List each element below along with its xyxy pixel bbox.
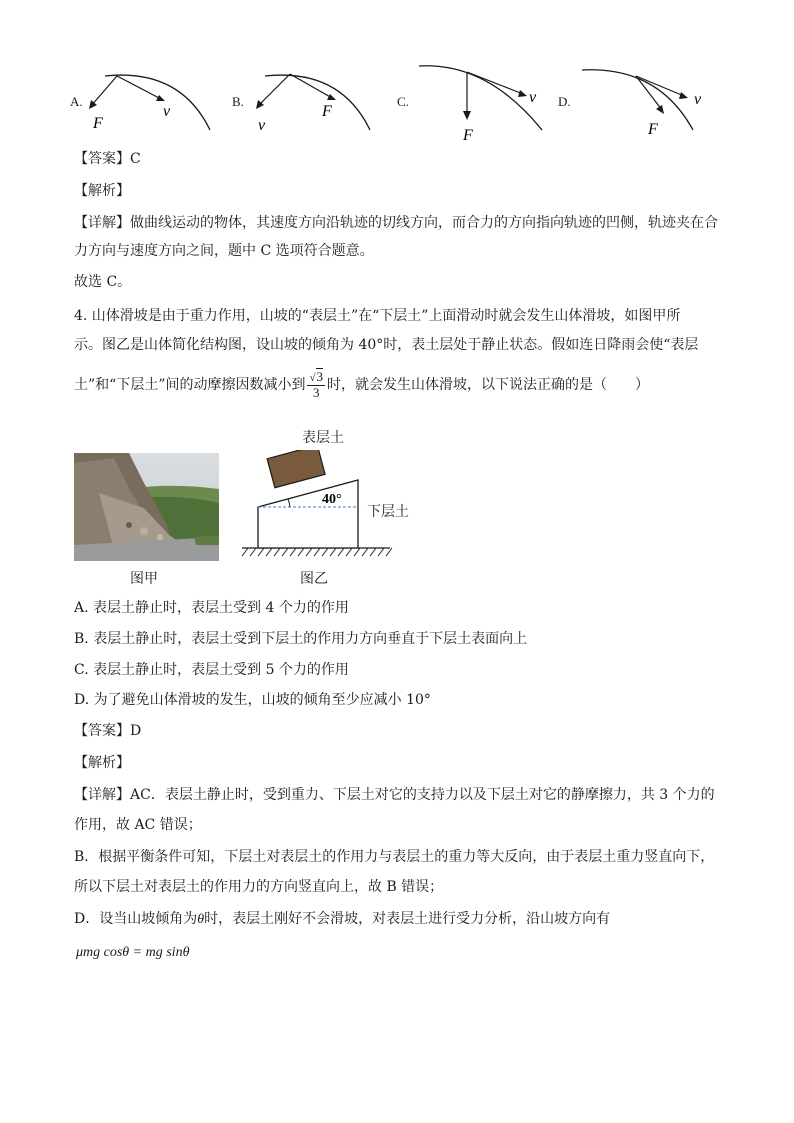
q3-detail-line2: 力方向与速度方向之间，题中 C 选项符合题意。: [74, 243, 374, 259]
q4-detail-line4: 所以下层土对表层土的作用力的方向竖直向上，故 B 错误；: [74, 879, 444, 895]
landslide-photo: [74, 453, 219, 561]
force-label: F: [463, 127, 473, 144]
velocity-label: v: [529, 89, 537, 106]
option-d-letter: D.: [558, 94, 571, 109]
q3-conclusion: 故选 C。: [74, 274, 132, 290]
q4-answer: 【答案】D: [74, 723, 142, 739]
surface-soil-block: [267, 450, 325, 488]
trajectory-curve: [105, 75, 210, 130]
q4-detail-line1: 【详解】AC．表层土静止时，受到重力、下层土对它的支持力以及下层土对它的静摩擦力，共 3 个力的: [74, 787, 715, 803]
option-b-figure: [250, 66, 380, 136]
caption-figure-jia: 图甲: [130, 571, 158, 587]
q4-option-a: A. 表层土静止时，表层土受到 4 个力的作用: [74, 600, 349, 616]
force-label: F: [322, 103, 332, 120]
fig-top-label: 表层土: [302, 430, 344, 446]
force-label: F: [93, 115, 103, 132]
q4-detail-line2: 作用，故 AC 错误；: [74, 817, 202, 833]
fig-side-label: 下层土: [367, 504, 409, 520]
q4-equation: μmg cosθ = mg sinθ: [76, 945, 190, 960]
velocity-label: v: [258, 117, 266, 134]
q4-analysis-head: 【解析】: [74, 755, 130, 771]
option-a-figure: [85, 66, 215, 136]
q4-stem-line2: 示。图乙是山体简化结构图，设山坡的倾角为 40°时，表土层处于静止状态。假如连日降雨会使“表层: [74, 337, 699, 353]
q4-option-d: D. 为了避免山体滑坡的发生，山坡的倾角至少应减小 10°: [74, 692, 431, 708]
velocity-arrow: [258, 74, 290, 106]
velocity-label: v: [163, 103, 171, 120]
caption-figure-yi: 图乙: [300, 571, 328, 587]
option-d-figure: [578, 62, 718, 140]
q3-analysis-head: 【解析】: [74, 183, 130, 199]
option-a-letter: A.: [70, 94, 83, 109]
q3-answer: 【答案】C: [74, 151, 141, 167]
angle-label: 40°: [322, 492, 342, 507]
force-arrow: [290, 74, 332, 98]
velocity-label: v: [694, 91, 702, 108]
q4-stem-line1: 4. 山体滑坡是由于重力作用，山坡的“表层土”在“下层土”上面滑动时就会发生山体滑坡，如图甲所: [74, 308, 681, 324]
option-c-letter: C.: [397, 94, 409, 109]
lower-soil-wedge: [258, 480, 358, 548]
fraction-sqrt3-over-3: $\frac{√3}{3}$: [309, 369, 324, 400]
option-b-letter: B.: [232, 94, 244, 109]
q3-detail-line1: 【详解】做曲线运动的物体，其速度方向沿轨迹的切线方向，而合力的方向指向轨迹的凹侧，轨迹夹在合: [74, 215, 718, 231]
velocity-arrow: [467, 72, 523, 94]
q4-stem-line3: 土”和“下层土”间的动摩擦因数减小到 $\frac{√3}{3}$ 时，就会发生山体滑坡，以下说法正确的是（ ）: [74, 369, 650, 400]
trajectory-curve: [419, 66, 542, 130]
option-c-figure: [417, 60, 557, 144]
q4-detail-line5: D．设当山坡倾角为θ时，表层土刚好不会滑坡，对表层土进行受力分析，沿山坡方向有: [74, 911, 611, 927]
ground-hatching: [242, 548, 392, 556]
q4-detail-line3: B．根据平衡条件可知，下层土对表层土的作用力与表层土的重力等大反向，由于表层土重力竖直向下，: [74, 849, 715, 865]
q4-option-c: C. 表层土静止时，表层土受到 5 个力的作用: [74, 662, 349, 678]
force-label: F: [648, 121, 658, 138]
force-arrow: [91, 76, 117, 106]
q4-option-b: B. 表层土静止时，表层土受到下层土的作用力方向垂直于下层土表面向上: [74, 631, 528, 647]
